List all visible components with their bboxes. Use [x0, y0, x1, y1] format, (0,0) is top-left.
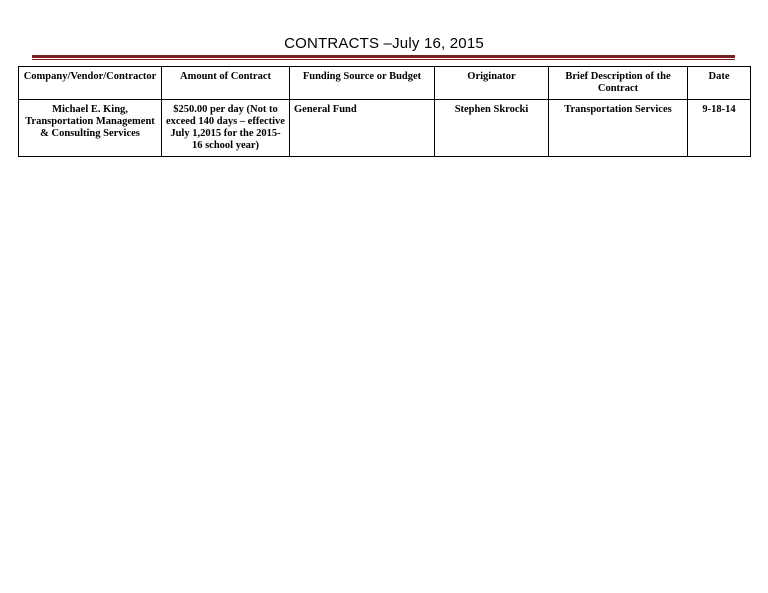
cell-funding: General Fund: [290, 100, 435, 157]
header-originator: Originator: [435, 67, 549, 100]
contracts-table: [18, 66, 751, 157]
table-header-row: [19, 67, 751, 100]
title-rule-thin: [32, 59, 735, 60]
page-title: CONTRACTS –July 16, 2015: [284, 35, 484, 52]
cell-company: Michael E. King, Transportation Management & Consulting Services: [19, 100, 162, 157]
cell-description: Transportation Services: [549, 100, 688, 157]
table-row: [19, 100, 751, 157]
header-description: Brief Description of the Contract: [549, 67, 688, 100]
header-date: Date: [688, 67, 751, 100]
header-company: Company/Vendor/Contractor: [19, 67, 162, 100]
cell-amount: $250.00 per day (Not to exceed 140 days – effective July 1,2015 for the 2015-16 school year): [162, 100, 290, 157]
cell-date: 9-18-14: [688, 100, 751, 157]
title-rule-thick: [32, 55, 735, 58]
header-amount: Amount of Contract: [162, 67, 290, 100]
cell-originator: Stephen Skrocki: [435, 100, 549, 157]
header-funding: Funding Source or Budget: [290, 67, 435, 100]
